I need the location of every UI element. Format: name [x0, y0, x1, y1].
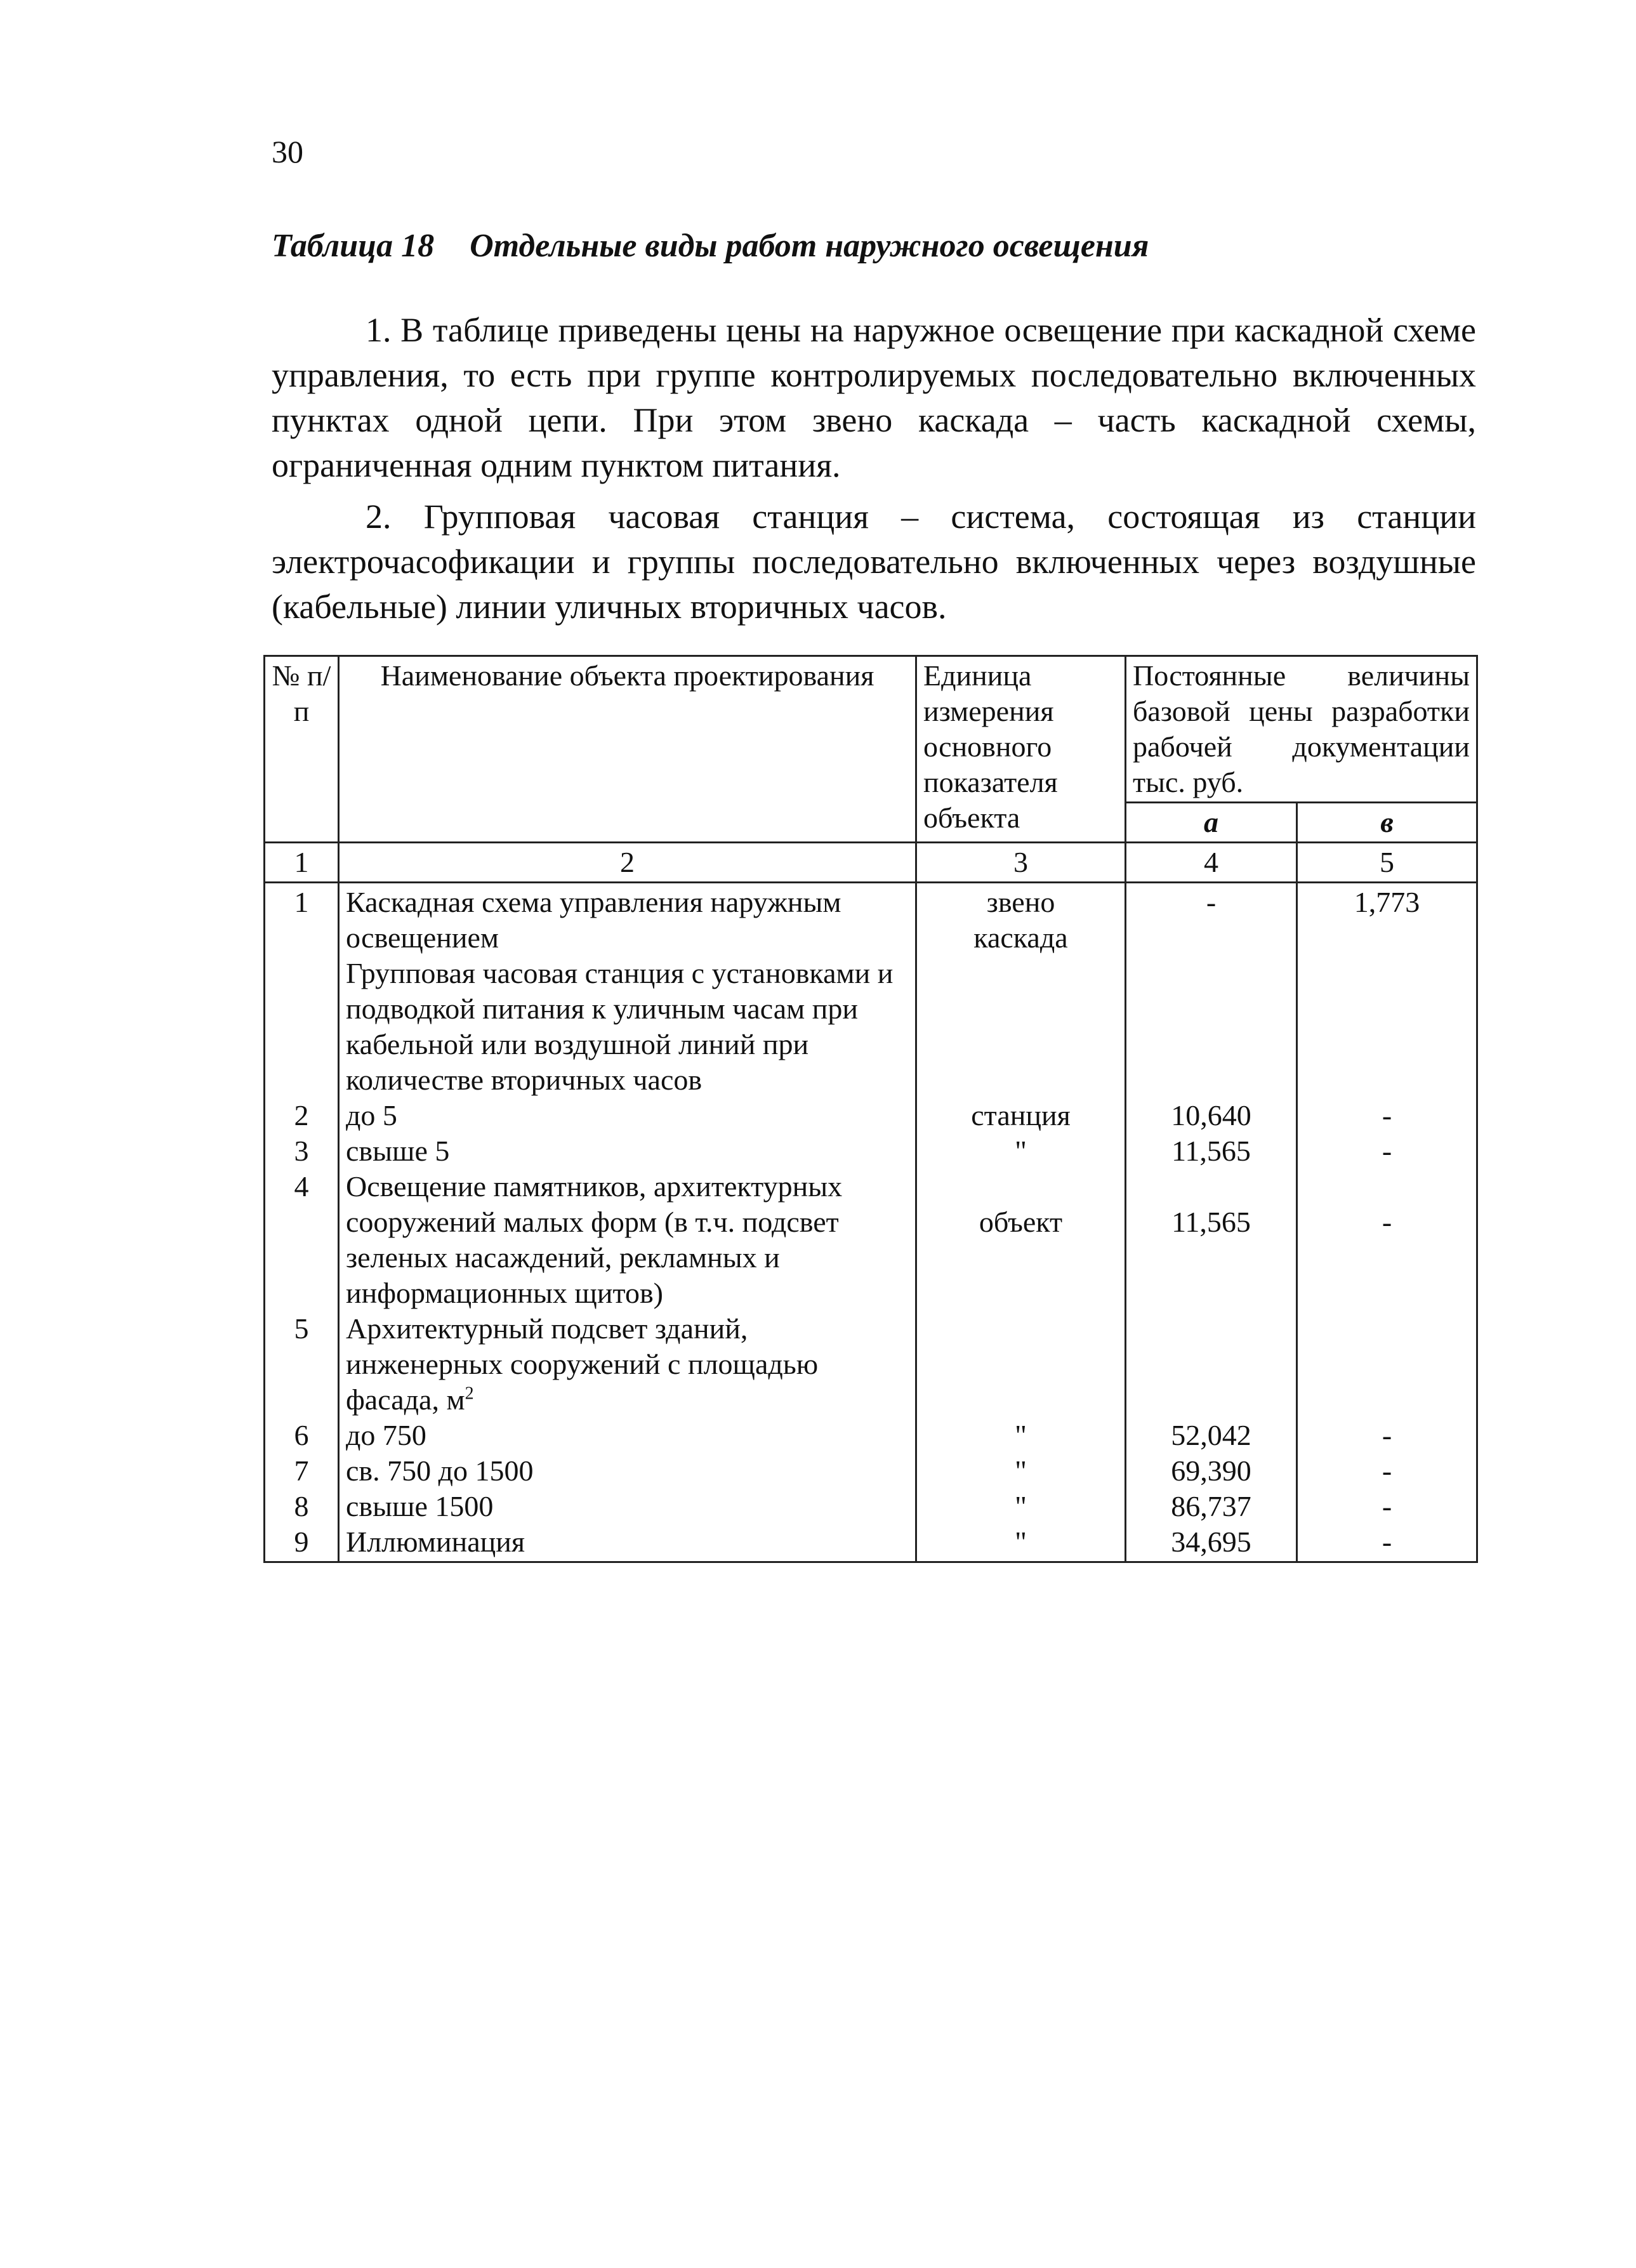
row-name: св. 750 до 1500	[346, 1454, 534, 1487]
header-sub-b: в	[1297, 803, 1477, 843]
row-num: 8	[294, 1490, 309, 1522]
body-num-column	[265, 883, 339, 1562]
body-name-column	[339, 883, 916, 1562]
col-number: 2	[339, 843, 916, 883]
row-num: 2	[294, 1099, 309, 1131]
row-value-a: 34,695	[1171, 1526, 1251, 1558]
row-name: до 5	[346, 1099, 397, 1131]
row-name: свыше 5	[346, 1135, 450, 1167]
row-value-b: -	[1382, 1206, 1392, 1238]
row-name: Групповая часовая станция с установками и подводкой питания к уличным часам при кабельной или воздушной линий при количестве вторичных часов	[346, 957, 894, 1096]
col-number: 4	[1126, 843, 1297, 883]
row-value-a: 10,640	[1171, 1099, 1251, 1131]
row-num: 5	[294, 1312, 309, 1345]
row-unit: объект	[979, 1206, 1063, 1238]
row-num: 3	[294, 1135, 309, 1167]
row-num: 7	[294, 1454, 309, 1487]
caption-title: Отдельные виды работ наружного освещения	[470, 228, 1149, 264]
intro-paragraph-2: 2. Групповая часовая станция – система, состоящая из станции электрочасофикации и группы последовательно включенных через воздушные (кабельные) линии уличных вторичных часов.	[272, 498, 1476, 626]
header-sub-a: а	[1126, 803, 1297, 843]
row-value-a: 52,042	[1171, 1419, 1251, 1451]
row-value-a	[1133, 956, 1290, 1098]
col-number: 1	[265, 843, 339, 883]
row-num	[272, 956, 331, 1098]
column-number-row	[265, 843, 1477, 883]
row-name: Иллюминация	[346, 1526, 525, 1558]
header-num: № п/п	[265, 656, 339, 843]
row-num: 4	[294, 1170, 309, 1203]
row-name-with-sup	[346, 1311, 909, 1418]
row-name: свыше 1500	[346, 1490, 494, 1522]
row-name: Освещение памятников, архитектурных сооружений малых форм (в т.ч. подсвет зеленых насаждений, рекламных и информационных щитов)	[346, 1170, 843, 1309]
row-num: 9	[294, 1526, 309, 1558]
superscript: 2	[465, 1383, 474, 1404]
intro-paragraph-1: 1. В таблице приведены цены на наружное освещение при каскадной схеме управления, то есть при группе контролируемых последовательно включенных пунктах одной цепи. При этом звено каскада – часть каскадной схемы, ограниченная одним пунктом питания.	[272, 311, 1476, 484]
row-unit	[923, 1311, 1118, 1418]
row-name: Каскадная схема управления наружным освещением	[346, 886, 841, 954]
works-table	[263, 655, 1478, 1563]
body-unit-column	[916, 883, 1126, 1562]
row-value-a	[1133, 1311, 1290, 1418]
row-num: 6	[294, 1419, 309, 1451]
page-number: 30	[272, 134, 303, 169]
row-num: 1	[294, 886, 309, 918]
row-unit: "	[1015, 1419, 1027, 1451]
row-unit: звено каскада	[973, 886, 1068, 954]
col-number: 3	[916, 843, 1126, 883]
header-unit: Единица измерения основного показателя объекта	[916, 656, 1126, 843]
row-value-b: -	[1382, 1454, 1392, 1487]
table-body	[265, 883, 1477, 1562]
row-unit	[923, 956, 1118, 1098]
row-unit: "	[1015, 1490, 1027, 1522]
row-value-b	[1304, 1311, 1470, 1418]
row-value-b: 1,773	[1354, 886, 1420, 918]
row-value-b: -	[1382, 1099, 1392, 1131]
body-b-column	[1297, 883, 1477, 1562]
row-value-a: 11,565	[1171, 1206, 1251, 1238]
row-value-a: 86,737	[1171, 1490, 1251, 1522]
row-unit: "	[1015, 1526, 1027, 1558]
row-value-b: -	[1382, 1135, 1392, 1167]
header-name: Наименование объекта проектирования	[339, 656, 916, 843]
row-value-b: -	[1382, 1526, 1392, 1558]
row-value-b	[1304, 956, 1470, 1098]
row-unit: "	[1015, 1135, 1027, 1167]
body-a-column	[1126, 883, 1297, 1562]
header-price: Постоянные величины базовой цены разработки рабочей документации тыс. руб.	[1126, 656, 1477, 803]
row-unit: "	[1015, 1454, 1027, 1487]
row-value-a: 69,390	[1171, 1454, 1251, 1487]
row-value-a: -	[1206, 886, 1217, 918]
row-name: до 750	[346, 1419, 426, 1451]
table-caption	[272, 227, 1149, 265]
row-value-b: -	[1382, 1419, 1392, 1451]
header-row	[265, 656, 1477, 803]
row-name: Архитектурный подсвет зданий, инженерных сооружений с площадью фасада, м	[346, 1312, 819, 1416]
caption-label: Таблица 18	[272, 228, 435, 264]
intro-text	[272, 308, 1476, 636]
col-number: 5	[1297, 843, 1477, 883]
row-value-b: -	[1382, 1490, 1392, 1522]
row-value-a: 11,565	[1171, 1135, 1251, 1167]
row-unit: станция	[971, 1099, 1071, 1131]
